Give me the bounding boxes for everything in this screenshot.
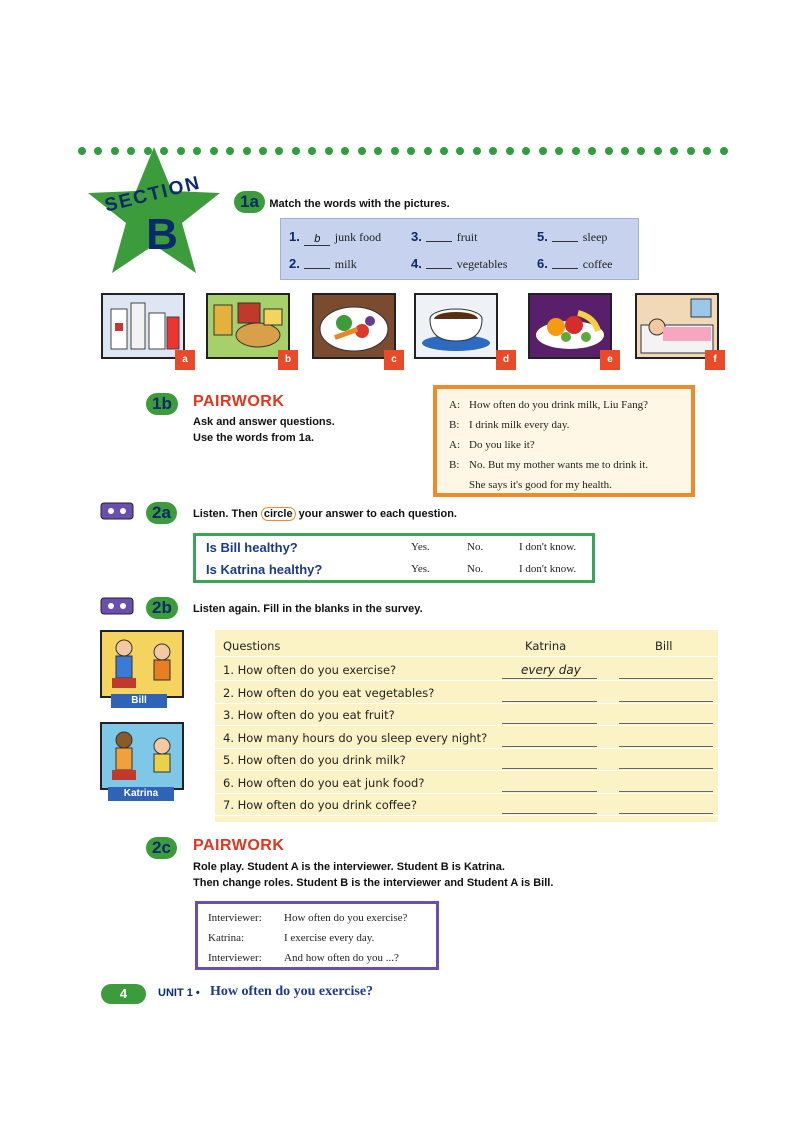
divider-dot bbox=[259, 147, 267, 155]
match-item: 3. fruit bbox=[411, 229, 478, 244]
picture-tag: d bbox=[496, 350, 516, 370]
picture-tag: b bbox=[278, 350, 298, 370]
divider-dot bbox=[621, 147, 629, 155]
answer-blank[interactable] bbox=[552, 256, 578, 269]
match-item: 4. vegetables bbox=[411, 256, 508, 271]
illustration-bill bbox=[100, 630, 184, 698]
survey-question: 6. How often do you eat junk food? bbox=[223, 775, 425, 790]
bill-answer-blank[interactable] bbox=[619, 768, 713, 769]
option-dont-know[interactable]: I don't know. bbox=[519, 563, 577, 575]
survey-row bbox=[215, 704, 718, 726]
picture-coffee bbox=[414, 293, 498, 359]
survey-question: 1. How often do you exercise? bbox=[223, 663, 397, 677]
exercise-badge-2a: 2a bbox=[146, 502, 177, 524]
divider-dot bbox=[605, 147, 613, 155]
roleplay-line: Interviewer: And how often do you ...? bbox=[208, 952, 399, 964]
page-number: 4 bbox=[101, 984, 146, 1004]
option-no[interactable]: No. bbox=[467, 541, 484, 553]
bill-answer-blank[interactable] bbox=[619, 701, 713, 702]
roleplay-box bbox=[195, 901, 439, 970]
dialogue-line: B: No. But my mother wants me to drink it. bbox=[449, 459, 649, 471]
bill-answer-blank[interactable] bbox=[619, 813, 713, 814]
cassette-icon bbox=[100, 597, 134, 615]
pairwork-title: PAIRWORK bbox=[193, 393, 285, 410]
katrina-answer-blank[interactable] bbox=[502, 678, 597, 679]
bill-answer-blank[interactable] bbox=[619, 678, 713, 679]
dialogue-line: She says it's good for my health. bbox=[469, 479, 612, 491]
divider-dot bbox=[407, 147, 415, 155]
divider-dot bbox=[720, 147, 728, 155]
exercise-2a-instructions: Listen. Then circle your answer to each question. bbox=[193, 508, 457, 520]
exercise-badge-2c: 2c bbox=[146, 837, 177, 859]
answer-blank[interactable] bbox=[304, 256, 330, 269]
divider-dot bbox=[358, 147, 366, 155]
katrina-answer-blank[interactable] bbox=[502, 791, 597, 792]
roleplay-line: Katrina: I exercise every day. bbox=[208, 932, 375, 944]
divider-dot bbox=[308, 147, 316, 155]
survey-question: 4. How many hours do you sleep every night? bbox=[223, 730, 488, 745]
katrina-answer-blank[interactable] bbox=[502, 813, 597, 814]
katrina-answer-blank[interactable] bbox=[502, 723, 597, 724]
katrina-answer: every day bbox=[521, 663, 581, 677]
survey-question: 5. How often do you drink milk? bbox=[223, 753, 406, 767]
divider-dot bbox=[489, 147, 497, 155]
question-row: Is Katrina healthy? Yes. No. I don't know. bbox=[206, 561, 577, 577]
section-label: SECTION bbox=[102, 172, 204, 217]
picture-tag: c bbox=[384, 350, 404, 370]
picture-tag: a bbox=[175, 350, 195, 370]
header-katrina: Katrina bbox=[525, 639, 567, 653]
answer-blank[interactable] bbox=[426, 229, 452, 242]
question-box bbox=[193, 533, 595, 583]
answer-blank[interactable]: b bbox=[304, 233, 330, 246]
picture-tag: f bbox=[705, 350, 725, 370]
header-bill: Bill bbox=[655, 639, 673, 653]
illustration-katrina bbox=[100, 722, 184, 790]
unit-title: How often do you exercise? bbox=[210, 984, 374, 999]
survey-question: 7. How often do you drink coffee? bbox=[223, 798, 417, 812]
option-no[interactable]: No. bbox=[467, 563, 484, 575]
divider-dot bbox=[456, 147, 464, 155]
divider-dot bbox=[473, 147, 481, 155]
picture-tag: e bbox=[600, 350, 620, 370]
matching-box bbox=[280, 218, 639, 280]
bill-answer-blank[interactable] bbox=[619, 723, 713, 724]
exercise-badge-2b: 2b bbox=[146, 597, 178, 619]
exercise-2b-instructions: Listen again. Fill in the blanks in the survey. bbox=[193, 603, 423, 615]
match-item: 5. sleep bbox=[537, 229, 608, 244]
match-item: 1. b junk food bbox=[289, 229, 382, 245]
survey-row bbox=[215, 772, 718, 794]
question-row: Is Bill healthy? Yes. No. I don't know. bbox=[206, 539, 577, 555]
katrina-answer-blank[interactable] bbox=[502, 746, 597, 747]
divider-dot bbox=[539, 147, 547, 155]
picture-milk bbox=[101, 293, 185, 359]
match-item: 2. milk bbox=[289, 256, 357, 271]
divider-dot bbox=[522, 147, 530, 155]
divider-dot bbox=[703, 147, 711, 155]
divider-dot bbox=[572, 147, 580, 155]
survey-row bbox=[215, 682, 718, 704]
divider-dot bbox=[555, 147, 563, 155]
answer-blank[interactable] bbox=[426, 256, 452, 269]
divider-dot bbox=[440, 147, 448, 155]
divider-dot bbox=[341, 147, 349, 155]
katrina-answer-blank[interactable] bbox=[502, 701, 597, 702]
answer-blank[interactable] bbox=[552, 229, 578, 242]
katrina-answer-blank[interactable] bbox=[502, 768, 597, 769]
divider-dot bbox=[637, 147, 645, 155]
survey-question: 3. How often do you eat fruit? bbox=[223, 708, 395, 722]
survey-row bbox=[215, 749, 718, 771]
circle-word: circle bbox=[261, 507, 296, 521]
pairwork-title-2c: PAIRWORK bbox=[193, 837, 285, 854]
divider-dot bbox=[374, 147, 382, 155]
divider-dot bbox=[226, 147, 234, 155]
exercise-1a-title: Match the words with the pictures. bbox=[269, 198, 450, 210]
header-questions: Questions bbox=[223, 639, 281, 653]
divider-dot bbox=[506, 147, 514, 155]
roleplay-line: Interviewer: How often do you exercise? bbox=[208, 912, 408, 924]
divider-dot bbox=[424, 147, 432, 155]
divider-dot bbox=[687, 147, 695, 155]
option-yes[interactable]: Yes. bbox=[411, 563, 430, 575]
divider-dot bbox=[670, 147, 678, 155]
cassette-icon bbox=[100, 502, 134, 520]
divider-dot bbox=[325, 147, 333, 155]
divider-dot bbox=[588, 147, 596, 155]
divider-dot bbox=[243, 147, 251, 155]
divider-dot bbox=[391, 147, 399, 155]
survey-row bbox=[215, 659, 718, 681]
bill-label: Bill bbox=[111, 694, 167, 708]
dialogue-line: B: I drink milk every day. bbox=[449, 419, 570, 431]
dialogue-line: A: Do you like it? bbox=[449, 439, 535, 451]
katrina-label: Katrina bbox=[108, 787, 174, 801]
survey-row bbox=[215, 727, 718, 749]
match-item: 6. coffee bbox=[537, 256, 613, 271]
dialogue-box bbox=[433, 385, 695, 497]
survey-header-row bbox=[215, 635, 718, 657]
exercise-1b-instructions: Ask and answer questions. Use the words from 1a. bbox=[193, 416, 335, 444]
exercise-2c-instructions: Role play. Student A is the interviewer. Student B is Katrina. Then change roles. Student B is the interviewer and Student A is Bill. bbox=[193, 861, 554, 889]
survey-question: 2. How often do you eat vegetables? bbox=[223, 685, 435, 700]
dialogue-line: A: How often do you drink milk, Liu Fang? bbox=[449, 399, 649, 411]
divider-dot bbox=[292, 147, 300, 155]
exercise-badge-1b: 1b bbox=[146, 393, 178, 415]
exercise-badge-1a: 1a bbox=[234, 191, 265, 213]
survey-row bbox=[215, 794, 718, 816]
exercise-1a-header bbox=[234, 191, 450, 213]
survey-table bbox=[215, 630, 718, 822]
bill-answer-blank[interactable] bbox=[619, 791, 713, 792]
unit-label: UNIT 1 • bbox=[158, 987, 200, 999]
option-yes[interactable]: Yes. bbox=[411, 541, 430, 553]
divider-dot bbox=[275, 147, 283, 155]
divider-dot bbox=[654, 147, 662, 155]
option-dont-know[interactable]: I don't know. bbox=[519, 541, 577, 553]
bill-answer-blank[interactable] bbox=[619, 746, 713, 747]
section-letter: B bbox=[146, 210, 178, 259]
